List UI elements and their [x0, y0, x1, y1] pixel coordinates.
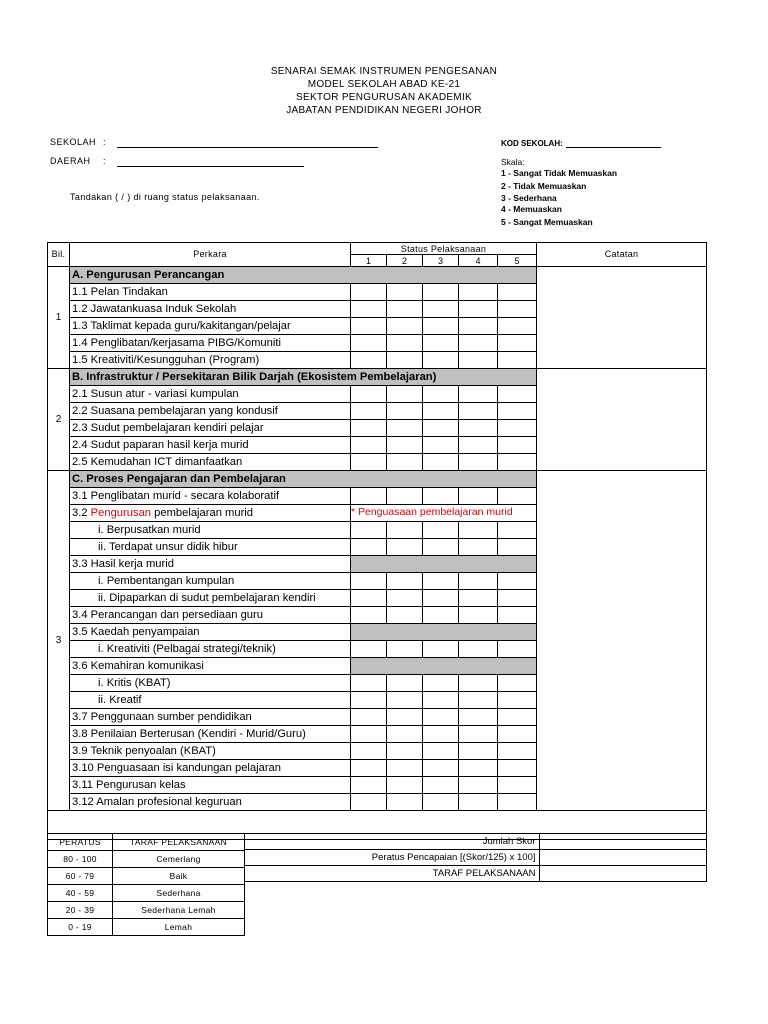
item-label: 1.5 Kreativiti/Kesungguhan (Program)	[70, 352, 351, 369]
status-cell-2[interactable]	[387, 692, 423, 709]
item-label: 1.1 Pelan Tindakan	[70, 284, 351, 301]
status-cell-3[interactable]	[423, 641, 459, 658]
status-cell-5[interactable]	[498, 573, 537, 590]
item-label: 2.4 Sudut paparan hasil kerja murid	[70, 437, 351, 454]
status-cell-4[interactable]	[459, 794, 498, 811]
status-cell-2[interactable]	[387, 522, 423, 539]
status-cell-1[interactable]	[351, 607, 387, 624]
status-cell-1[interactable]	[351, 437, 387, 454]
status-cell-5[interactable]	[498, 743, 537, 760]
status-cell-5[interactable]	[498, 641, 537, 658]
status-cell-2[interactable]	[387, 743, 423, 760]
status-cell-1[interactable]	[351, 709, 387, 726]
item-label: 3.9 Teknik penyoalan (KBAT)	[70, 743, 351, 760]
status-cell-3[interactable]	[423, 488, 459, 505]
bil-number: 1	[48, 267, 70, 369]
item-label: 3.5 Kaedah penyampaian	[70, 624, 351, 641]
status-cell-5[interactable]	[498, 301, 537, 318]
status-cell-1[interactable]	[351, 454, 387, 471]
jumlah-skor-label: Jumlah Skor	[244, 834, 539, 850]
doc-title-1: SENARAI SEMAK INSTRUMEN PENGESANAN	[270, 66, 498, 77]
status-cell-5[interactable]	[498, 386, 537, 403]
kod-sekolah-label: KOD SEKOLAH:	[501, 139, 563, 148]
item-label	[70, 505, 351, 522]
status-cell-3[interactable]	[423, 675, 459, 692]
status-cell-1[interactable]	[351, 284, 387, 301]
grading-row	[48, 919, 245, 936]
bil-number: 3	[48, 471, 70, 811]
item-label: 2.5 Kemudahan ICT dimanfaatkan	[70, 454, 351, 471]
daerah-colon: :	[103, 156, 107, 166]
status-note-text: * Penguasaan pembelajaran murid	[351, 506, 513, 518]
col-perkara-header: Perkara	[70, 243, 351, 267]
item-label: 3.7 Penggunaan sumber pendidikan	[70, 709, 351, 726]
item-label: 3.3 Hasil kerja murid	[70, 556, 351, 573]
jumlah-skor-value[interactable]	[539, 834, 706, 850]
status-cell-5[interactable]	[498, 590, 537, 607]
taraf-header: TARAF PELAKSANAAN	[113, 834, 245, 851]
status-cell-4[interactable]	[459, 692, 498, 709]
item-prefix: 3.2	[72, 506, 91, 519]
status-cell-5[interactable]	[498, 335, 537, 352]
sekolah-label: SEKOLAH	[50, 137, 97, 147]
peratus-range: 40 - 59	[48, 885, 113, 902]
status-cell-4[interactable]	[459, 352, 498, 369]
status-cell-5[interactable]	[498, 454, 537, 471]
status-cell-1[interactable]	[351, 590, 387, 607]
status-cell-5[interactable]	[498, 607, 537, 624]
status-cell-3[interactable]	[423, 590, 459, 607]
table-header-row	[48, 243, 707, 255]
status-cell-3[interactable]	[423, 539, 459, 556]
grading-row	[48, 851, 245, 868]
scale-header-1: 1	[351, 255, 387, 267]
taraf-value: Cemerlang	[113, 851, 245, 868]
peratus-header: PERATUS	[48, 834, 113, 851]
taraf-value: Sederhana Lemah	[113, 902, 245, 919]
item-label: ii. Terdapat unsur didik hibur	[70, 539, 351, 556]
status-cell-4[interactable]	[459, 760, 498, 777]
status-cell-4[interactable]	[459, 539, 498, 556]
taraf-value: Lemah	[113, 919, 245, 936]
status-cell-1[interactable]	[351, 726, 387, 743]
status-cell-1[interactable]	[351, 675, 387, 692]
catatan-cell[interactable]	[537, 369, 707, 471]
doc-title-2: MODEL SEKOLAH ABAD KE-21	[307, 79, 461, 90]
item-label: 3.4 Perancangan dan persediaan guru	[70, 607, 351, 624]
skala-title: Skala:	[501, 157, 525, 167]
item-label: 3.6 Kemahiran komunikasi	[70, 658, 351, 675]
status-cell-1[interactable]	[351, 352, 387, 369]
status-cell-1[interactable]	[351, 386, 387, 403]
status-cell-4[interactable]	[459, 709, 498, 726]
status-cell-disabled	[351, 556, 537, 573]
status-cell-2[interactable]	[387, 318, 423, 335]
status-cell-3[interactable]	[423, 403, 459, 420]
status-cell-3[interactable]	[423, 386, 459, 403]
grading-table	[47, 833, 245, 936]
status-cell-5[interactable]	[498, 675, 537, 692]
status-cell-3[interactable]	[423, 573, 459, 590]
item-label: 1.2 Jawatankuasa Induk Sekolah	[70, 301, 351, 318]
skala-item-3: 3 - Sederhana	[501, 193, 557, 203]
sekolah-colon: :	[103, 137, 107, 147]
status-cell-2[interactable]	[387, 539, 423, 556]
status-cell-1[interactable]	[351, 403, 387, 420]
section-title: B. Infrastruktur / Persekitaran Bilik Darjah (Ekosistem Pembelajaran)	[70, 369, 537, 386]
status-cell-5[interactable]	[498, 488, 537, 505]
status-cell-4[interactable]	[459, 726, 498, 743]
section-row	[48, 471, 707, 488]
status-cell-2[interactable]	[387, 352, 423, 369]
status-cell-5[interactable]	[498, 539, 537, 556]
status-cell-2[interactable]	[387, 709, 423, 726]
status-cell-3[interactable]	[423, 522, 459, 539]
peratus-range: 60 - 79	[48, 868, 113, 885]
status-cell-4[interactable]	[459, 386, 498, 403]
status-cell-4[interactable]	[459, 284, 498, 301]
status-cell-5[interactable]	[498, 777, 537, 794]
item-suffix: pembelajaran murid	[151, 506, 253, 519]
status-cell-5[interactable]	[498, 709, 537, 726]
daerah-input-line[interactable]	[117, 166, 304, 167]
status-cell-5[interactable]	[498, 522, 537, 539]
score-table	[244, 833, 707, 882]
status-cell-5[interactable]	[498, 318, 537, 335]
grading-header-row	[48, 834, 245, 851]
status-cell-4[interactable]	[459, 437, 498, 454]
status-cell-4[interactable]	[459, 301, 498, 318]
item-label: ii. Kreatif	[70, 692, 351, 709]
catatan-cell[interactable]	[537, 267, 707, 369]
status-cell-2[interactable]	[387, 386, 423, 403]
status-cell-2[interactable]	[387, 794, 423, 811]
item-label: 2.2 Suasana pembelajaran yang kondusif	[70, 403, 351, 420]
status-cell-5[interactable]	[498, 794, 537, 811]
taraf-value: Sederhana	[113, 885, 245, 902]
catatan-cell[interactable]	[537, 471, 707, 811]
status-cell-2[interactable]	[387, 335, 423, 352]
status-cell-2[interactable]	[387, 454, 423, 471]
status-cell-2[interactable]	[387, 284, 423, 301]
item-label: 3.1 Penglibatan murid - secara kolaboratif	[70, 488, 351, 505]
status-cell-3[interactable]	[423, 777, 459, 794]
grading-row	[48, 885, 245, 902]
status-cell-4[interactable]	[459, 641, 498, 658]
status-cell-2[interactable]	[387, 573, 423, 590]
peratus-pencapaian-value[interactable]	[539, 850, 706, 866]
scale-header-3: 3	[423, 255, 459, 267]
status-cell-4[interactable]	[459, 420, 498, 437]
daerah-label: DAERAH	[50, 156, 91, 166]
taraf-value: Baik	[113, 868, 245, 885]
status-cell-1[interactable]	[351, 692, 387, 709]
status-cell-1[interactable]	[351, 335, 387, 352]
item-label: i. Kritis (KBAT)	[70, 675, 351, 692]
item-label: ii. Dipaparkan di sudut pembelajaran kendiri	[70, 590, 351, 607]
status-cell-3[interactable]	[423, 709, 459, 726]
status-cell-1[interactable]	[351, 794, 387, 811]
taraf-pelaksanaan-value[interactable]	[539, 866, 706, 882]
status-cell-4[interactable]	[459, 743, 498, 760]
status-cell-1[interactable]	[351, 488, 387, 505]
status-cell-4[interactable]	[459, 488, 498, 505]
status-cell-3[interactable]	[423, 760, 459, 777]
status-cell-4[interactable]	[459, 607, 498, 624]
status-cell-2[interactable]	[387, 403, 423, 420]
status-cell-2[interactable]	[387, 641, 423, 658]
status-cell-4[interactable]	[459, 675, 498, 692]
status-cell-4[interactable]	[459, 335, 498, 352]
status-cell-2[interactable]	[387, 301, 423, 318]
status-cell-1[interactable]	[351, 420, 387, 437]
status-cell-4[interactable]	[459, 318, 498, 335]
item-label: i. Pembentangan kumpulan	[70, 573, 351, 590]
status-cell-5[interactable]	[498, 437, 537, 454]
peratus-range: 80 - 100	[48, 851, 113, 868]
status-cell-1[interactable]	[351, 743, 387, 760]
status-cell-2[interactable]	[387, 590, 423, 607]
status-cell-3[interactable]	[423, 437, 459, 454]
skala-item-1: 1 - Sangat Tidak Memuaskan	[501, 168, 618, 178]
status-cell-3[interactable]	[423, 692, 459, 709]
status-cell-3[interactable]	[423, 794, 459, 811]
status-cell-3[interactable]	[423, 454, 459, 471]
grading-row	[48, 868, 245, 885]
item-label: 2.1 Susun atur - variasi kumpulan	[70, 386, 351, 403]
section-title: A. Pengurusan Perancangan	[70, 267, 537, 284]
grading-row	[48, 902, 245, 919]
status-cell-2[interactable]	[387, 760, 423, 777]
status-cell-1[interactable]	[351, 522, 387, 539]
bil-number: 2	[48, 369, 70, 471]
status-cell-1[interactable]	[351, 539, 387, 556]
item-label: i. Kreativiti (Pelbagai strategi/teknik)	[70, 641, 351, 658]
skala-item-5: 5 - Sangat Memuaskan	[501, 217, 593, 227]
status-cell-4[interactable]	[459, 590, 498, 607]
item-highlight: Pengurusan	[90, 506, 152, 519]
status-cell-5[interactable]	[498, 760, 537, 777]
section-row	[48, 267, 707, 284]
status-cell-5[interactable]	[498, 420, 537, 437]
section-row	[48, 369, 707, 386]
doc-title-4: JABATAN PENDIDIKAN NEGERI JOHOR	[286, 105, 482, 116]
status-cell-disabled	[351, 658, 537, 675]
status-cell-2[interactable]	[387, 437, 423, 454]
status-cell-5[interactable]	[498, 352, 537, 369]
status-cell-3[interactable]	[423, 607, 459, 624]
status-cell-3[interactable]	[423, 726, 459, 743]
status-cell-3[interactable]	[423, 352, 459, 369]
status-cell-2[interactable]	[387, 675, 423, 692]
item-label: 1.3 Taklimat kepada guru/kakitangan/pelajar	[70, 318, 351, 335]
status-cell-4[interactable]	[459, 777, 498, 794]
status-cell-1[interactable]	[351, 641, 387, 658]
scale-header-5: 5	[498, 255, 537, 267]
col-status-header: Status Pelaksanaan	[351, 243, 537, 255]
status-cell-2[interactable]	[387, 420, 423, 437]
instruction-text: Tandakan ( / ) di ruang status pelaksanaan.	[70, 192, 260, 202]
skala-item-2: 2 - Tidak Memuaskan	[501, 181, 587, 191]
item-label: 3.11 Pengurusan kelas	[70, 777, 351, 794]
status-cell-3[interactable]	[423, 335, 459, 352]
status-cell-3[interactable]	[423, 743, 459, 760]
taraf-pelaksanaan-label: TARAF PELAKSANAAN	[244, 866, 539, 882]
status-cell-5[interactable]	[498, 692, 537, 709]
status-cell-2[interactable]	[387, 607, 423, 624]
scale-header-2: 2	[387, 255, 423, 267]
status-cell-4[interactable]	[459, 573, 498, 590]
status-cell-2[interactable]	[387, 777, 423, 794]
item-label: 3.10 Penguasaan isi kandungan pelajaran	[70, 760, 351, 777]
item-label: 1.4 Penglibatan/kerjasama PIBG/Komuniti	[70, 335, 351, 352]
peratus-pencapaian-label: Peratus Pencapaian [(Skor/125) x 100]	[244, 850, 539, 866]
status-cell-5[interactable]	[498, 284, 537, 301]
scale-header-4: 4	[459, 255, 498, 267]
col-catatan-header: Catatan	[537, 243, 707, 267]
item-label: 3.8 Penilaian Berterusan (Kendiri - Murid/Guru)	[70, 726, 351, 743]
checklist-table	[47, 242, 707, 840]
kod-sekolah-input-line[interactable]	[566, 147, 661, 148]
item-label: i. Berpusatkan murid	[70, 522, 351, 539]
status-cell-1[interactable]	[351, 777, 387, 794]
status-cell-3[interactable]	[423, 301, 459, 318]
status-cell-4[interactable]	[459, 454, 498, 471]
peratus-range: 0 - 19	[48, 919, 113, 936]
status-cell-5[interactable]	[498, 403, 537, 420]
status-cell-3[interactable]	[423, 318, 459, 335]
item-label: 3.12 Amalan profesional keguruan	[70, 794, 351, 811]
status-cell-5[interactable]	[498, 726, 537, 743]
skala-item-4: 4 - Memuaskan	[501, 204, 562, 214]
peratus-range: 20 - 39	[48, 902, 113, 919]
doc-title-3: SEKTOR PENGURUSAN AKADEMIK	[296, 92, 472, 103]
status-note	[351, 505, 537, 522]
status-cell-4[interactable]	[459, 403, 498, 420]
section-title: C. Proses Pengajaran dan Pembelajaran	[70, 471, 537, 488]
status-cell-1[interactable]	[351, 318, 387, 335]
status-cell-3[interactable]	[423, 284, 459, 301]
status-cell-2[interactable]	[387, 488, 423, 505]
status-cell-4[interactable]	[459, 522, 498, 539]
col-bil-header: Bil.	[48, 243, 70, 267]
status-cell-1[interactable]	[351, 573, 387, 590]
status-cell-3[interactable]	[423, 420, 459, 437]
status-cell-disabled	[351, 624, 537, 641]
status-cell-1[interactable]	[351, 760, 387, 777]
item-label: 2.3 Sudut pembelajaran kendiri pelajar	[70, 420, 351, 437]
status-cell-2[interactable]	[387, 726, 423, 743]
sekolah-input-line[interactable]	[117, 147, 378, 148]
status-cell-1[interactable]	[351, 301, 387, 318]
